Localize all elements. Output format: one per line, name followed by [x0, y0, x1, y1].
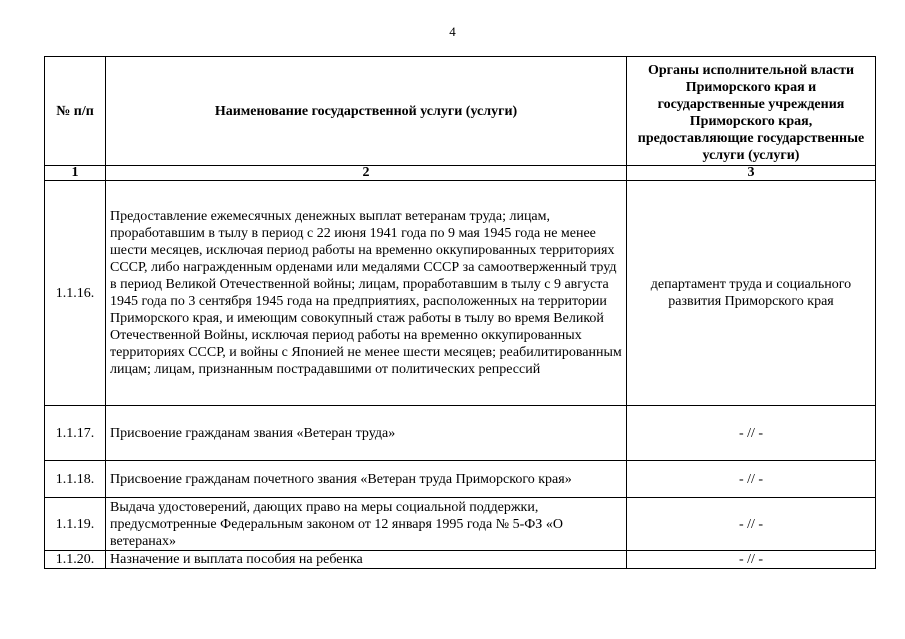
table-row	[45, 551, 876, 569]
header-row	[45, 57, 876, 166]
authority-name: департамент труда и социального развития Приморского края	[627, 181, 876, 406]
header-number: № п/п	[45, 57, 106, 166]
column-number: 3	[627, 166, 876, 181]
table-row	[45, 406, 876, 461]
authority-name: - // -	[627, 551, 876, 569]
table-row	[45, 181, 876, 406]
row-number: 1.1.16.	[45, 181, 106, 406]
service-name: Предоставление ежемесячных денежных выплат ветеранам труда; лицам, проработавшим в тылу в период с 22 июня 1941 года по 9 мая 1945 года не менее шести месяцев, исключая период работы на временно оккупированных территориях СССР, либо награжденным орденами или медалями СССР за самоотверженный труд в период Великой Отечественной войны; лицам, проработавшим в тылу с 9 августа 1945 года по 3 сентября 1945 года на предприятиях, расположенных на территории Приморского края, и имеющим совокупный стаж работы в тылу во время Великой Отечественной Войны, исключая период работы на временно оккупированных территориях СССР, и войны с Японией не менее шести месяцев; реабилитированным лицам; лицам, признанным пострадавшими от политических репрессий	[106, 181, 627, 406]
row-number: 1.1.20.	[45, 551, 106, 569]
column-number: 1	[45, 166, 106, 181]
service-name: Назначение и выплата пособия на ребенка	[106, 551, 627, 569]
row-number: 1.1.18.	[45, 461, 106, 498]
service-name: Присвоение гражданам почетного звания «Ветеран труда Приморского края»	[106, 461, 627, 498]
page-number: 4	[449, 24, 456, 39]
authority-name: - // -	[627, 406, 876, 461]
table-row	[45, 498, 876, 551]
header-authorities: Органы исполнительной власти Приморского края и государственные учреждения Приморского края, предоставляющие государственные услуги (услуги)	[627, 57, 876, 166]
service-name: Выдача удостоверений, дающих право на меры социальной поддержки, предусмотренные Федеральным законом от 12 января 1995 года № 5-ФЗ «О ветеранах»	[106, 498, 627, 551]
column-number-row	[45, 166, 876, 181]
row-number: 1.1.19.	[45, 498, 106, 551]
table-row	[45, 461, 876, 498]
authority-name: - // -	[627, 498, 876, 551]
column-number: 2	[106, 166, 627, 181]
authority-name: - // -	[627, 461, 876, 498]
row-number: 1.1.17.	[45, 406, 106, 461]
services-table	[44, 56, 876, 569]
service-name: Присвоение гражданам звания «Ветеран труда»	[106, 406, 627, 461]
header-service-name: Наименование государственной услуги (услуги)	[106, 57, 627, 166]
